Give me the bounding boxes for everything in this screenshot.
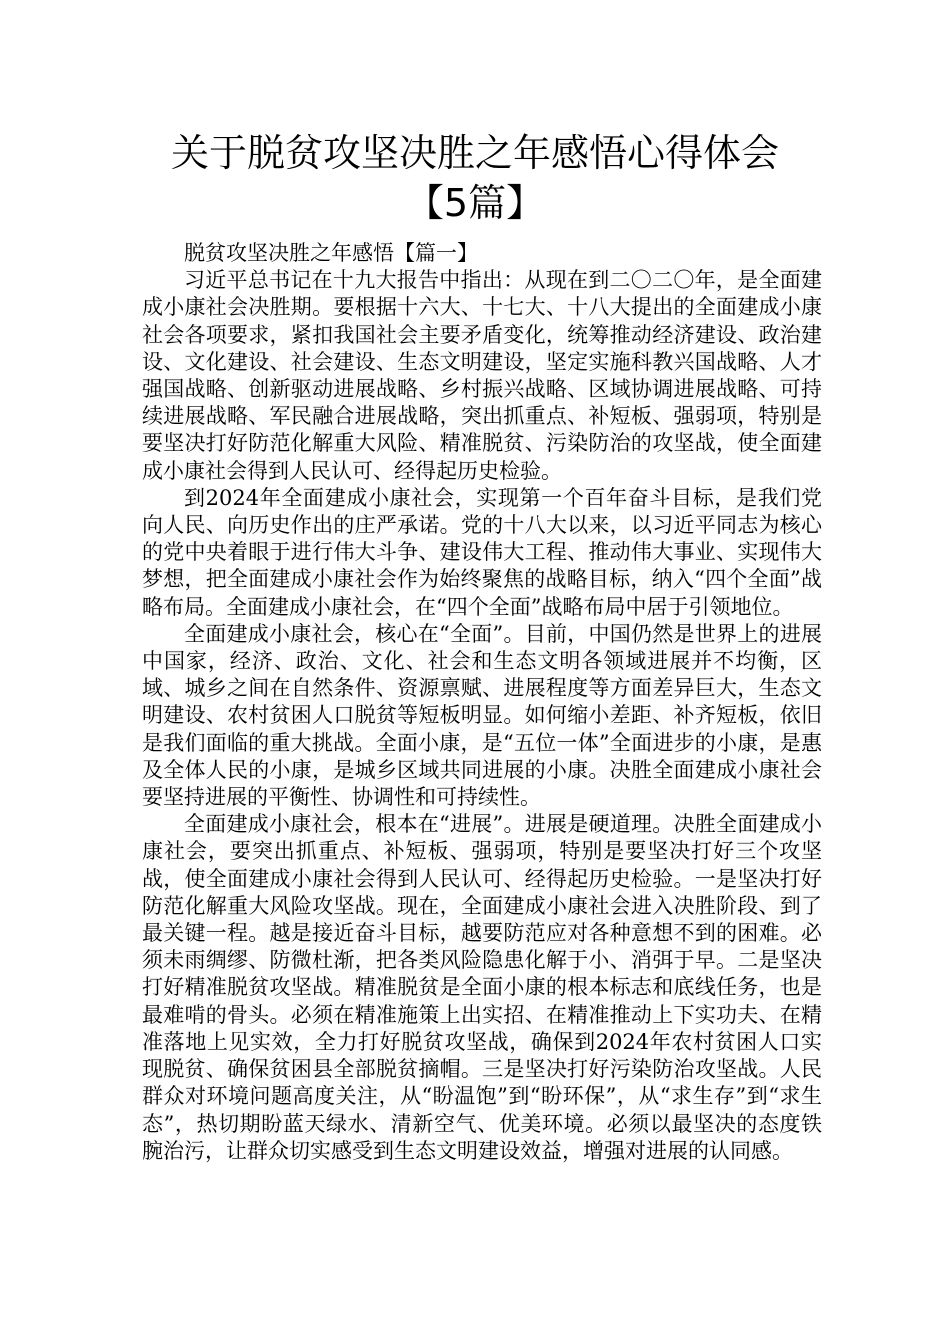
paragraph-4: 全面建成小康社会，根本在“进展”。进展是硬道理。决胜全面建成小康社会，要突出抓重点、补短板、强弱项，特别是要坚决打好三个攻坚战，使全面建成小康社会得到人民认可、经得起历史检验。一是坚决打好防范化解重大风险攻坚战。现在，全面建成小康社会进入决胜阶段、到了最关键一程。越是接近奋斗目标，越要防范应对各种意想不到的困难。必须未雨绸缪、防微杜渐，把各类风险隐患化解于小、消弭于早。二是坚决打好精准脱贫攻坚战。精准脱贫是全面小康的根本标志和底线任务，也是最难啃的骨头。必须在精准施策上出实招、在精准推动上下实功夫、在精准落地上见实效，全力打好脱贫攻坚战，确保到2024年农村贫困人口实现脱贫、确保贫困县全部脱贫摘帽。三是坚决打好污染防治攻坚战。人民群众对环境问题高度关注，从“盼温饱”到“盼环保”，从“求生存”到“求生态”，热切期盼蓝天绿水、清新空气、优美环境。必须以最坚决的态度铁腕治污，让群众切实感受到生态文明建设效益，增强对进展的认同感。: [142, 812, 822, 1163]
document-title-line-2: 【5篇】: [405, 181, 545, 225]
section-heading: 脱贫攻坚决胜之年感悟【篇一】: [184, 241, 478, 265]
paragraph-3: 全面建成小康社会，核心在“全面”。目前，中国仍然是世界上的进展中国家，经济、政治、文化、社会和生态文明各领域进展并不均衡，区域、城乡之间在自然条件、资源禀赋、进展程度等方面差异巨大，生态文明建设、农村贫困人口脱贫等短板明显。如何缩小差距、补齐短板，依旧是我们面临的重大挑战。全面小康，是“五位一体”全面进步的小康，是惠及全体人民的小康，是城乡区域共同进展的小康。决胜全面建成小康社会要坚持进展的平衡性、协调性和可持续性。: [142, 621, 822, 810]
paragraph-1: 习近平总书记在十九大报告中指出：从现在到二〇二〇年，是全面建成小康社会决胜期。要根据十六大、十七大、十八大提出的全面建成小康社会各项要求，紧扣我国社会主要矛盾变化，统筹推动经济建设、政治建设、文化建设、社会建设、生态文明建设，坚定实施科教兴国战略、人才强国战略、创新驱动进展战略、乡村振兴战略、区域协调进展战略、可持续进展战略、军民融合进展战略，突出抓重点、补短板、强弱项，特别是要坚决打好防范化解重大风险、精准脱贫、污染防治的攻坚战，使全面建成小康社会得到人民认可、经得起历史检验。: [142, 268, 822, 483]
paragraph-2: 到2024年全面建成小康社会，实现第一个百年奋斗目标，是我们党向人民、向历史作出的庄严承诺。党的十八大以来，以习近平同志为核心的党中央着眼于进行伟大斗争、建设伟大工程、推动伟大事业、实现伟大梦想，把全面建成小康社会作为始终聚焦的战略目标，纳入“四个全面”战略布局。全面建成小康社会，在“四个全面”战略布局中居于引领地位。: [142, 485, 822, 619]
document-body: [142, 240, 822, 1165]
document-title-line-1: 关于脱贫攻坚决胜之年感悟心得体会: [170, 131, 779, 175]
